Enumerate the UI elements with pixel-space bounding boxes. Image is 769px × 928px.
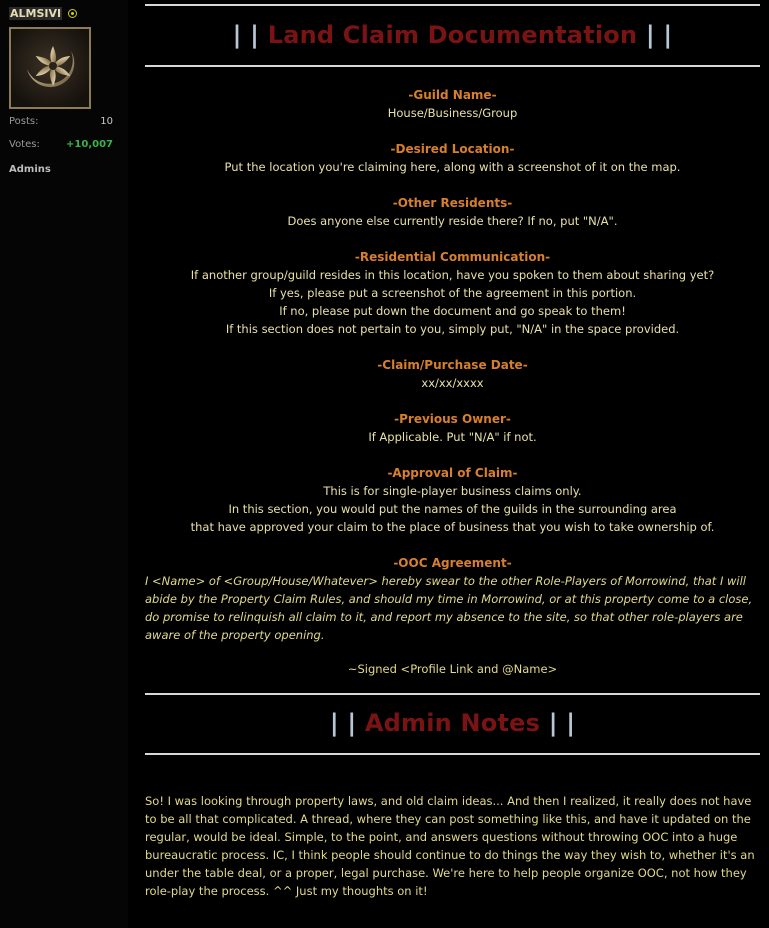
section-title: -Approval of Claim-: [387, 466, 518, 480]
votes-count: +10,007: [66, 139, 113, 150]
username-row: [9, 6, 77, 20]
posts-stat: [9, 116, 113, 127]
almsivi-emblem-icon: [11, 29, 89, 107]
section-line: Put the location you're claiming here, along with a screenshot of it on the map.: [224, 160, 681, 174]
section-line: If yes, please put a screenshot of the agreement in this portion.: [268, 286, 637, 300]
notes-bottom-divider: [145, 753, 760, 755]
notes-bars-left: | |: [329, 709, 357, 737]
notes-top-divider: [145, 693, 760, 695]
top-divider: [145, 4, 760, 6]
signature-line: ~Signed <Profile Link and @Name>: [347, 662, 558, 676]
section-line: that have approved your claim to the place of business that you wish to take ownership of.: [190, 520, 715, 534]
notes-bars-right: | |: [548, 709, 576, 737]
ooc-section: [145, 554, 760, 572]
section-line: Does anyone else currently reside there? If no, put "N/A".: [287, 214, 618, 228]
heading-bars-left: | |: [232, 21, 260, 49]
section-line: This is for single-player business claims only.: [323, 484, 582, 498]
votes-stat: [9, 139, 113, 150]
doc-section: [145, 248, 760, 338]
section-title: -Claim/Purchase Date-: [377, 358, 528, 372]
doc-section: [145, 140, 760, 176]
online-status-icon: [68, 9, 77, 18]
section-line: If Applicable. Put "N/A" if not.: [368, 430, 537, 444]
doc-heading: [145, 19, 760, 51]
notes-heading: [145, 707, 760, 739]
doc-section: [145, 356, 760, 392]
notes-title: Admin Notes: [364, 709, 541, 737]
doc-section: [145, 86, 760, 122]
section-line: xx/xx/xxxx: [421, 376, 484, 390]
ooc-title: -OOC Agreement-: [393, 556, 512, 570]
section-line: If another group/guild resides in this location, have you spoken to them about sharing yet?: [190, 268, 715, 282]
section-title: -Previous Owner-: [394, 412, 511, 426]
avatar[interactable]: [9, 27, 91, 109]
section-title: -Other Residents-: [392, 196, 513, 210]
doc-section: [145, 410, 760, 446]
doc-section: [145, 464, 760, 536]
doc-sections: [145, 86, 760, 536]
username-link[interactable]: ALMSIVI: [10, 6, 62, 20]
section-title: -Guild Name-: [408, 88, 497, 102]
heading-divider: [145, 65, 760, 67]
section-line: If this section does not pertain to you, simply put, "N/A" in the space provided.: [225, 322, 680, 336]
posts-count: 10: [100, 116, 113, 127]
posts-label: Posts:: [9, 116, 39, 127]
user-sidebar: [0, 0, 128, 928]
user-role: Admins: [9, 164, 51, 175]
ooc-agreement-text: I <Name> of <Group/House/Whatever> hereby swear to the other Role-Players of Morrowind, that I will abide by the Property Claim Rules, and should my time in Morrowind, or at this property come to a close, do promise to relinquish all claim to it, and report my absence to the site, so that other role-players are aware of the property opening.: [145, 574, 753, 642]
post-content: [145, 0, 760, 900]
doc-title: Land Claim Documentation: [267, 21, 638, 49]
votes-label: Votes:: [9, 139, 40, 150]
section-title: -Desired Location-: [390, 142, 515, 156]
section-line: If no, please put down the document and go speak to them!: [279, 304, 626, 318]
doc-section: [145, 194, 760, 230]
section-line: In this section, you would put the names of the guilds in the surrounding area: [228, 502, 677, 516]
admin-notes-text: So! I was looking through property laws, and old claim ideas... And then I realized, it really does not have to be all that complicated. A thread, where they can post something like this, and have it updated on the regular, would be ideal. Simple, to the point, and answers questions without throwing OOC into a huge bureaucratic process. IC, I think people should continue to do things the way they wish to, whether it's an under the table deal, or a proper, legal purchase. We're here to help people organize OOC, not how they role-play the process. ^^ Just my thoughts on it!: [145, 794, 755, 898]
section-line: House/Business/Group: [387, 106, 518, 120]
section-title: -Residential Communication-: [354, 250, 551, 264]
heading-bars-right: | |: [645, 21, 673, 49]
